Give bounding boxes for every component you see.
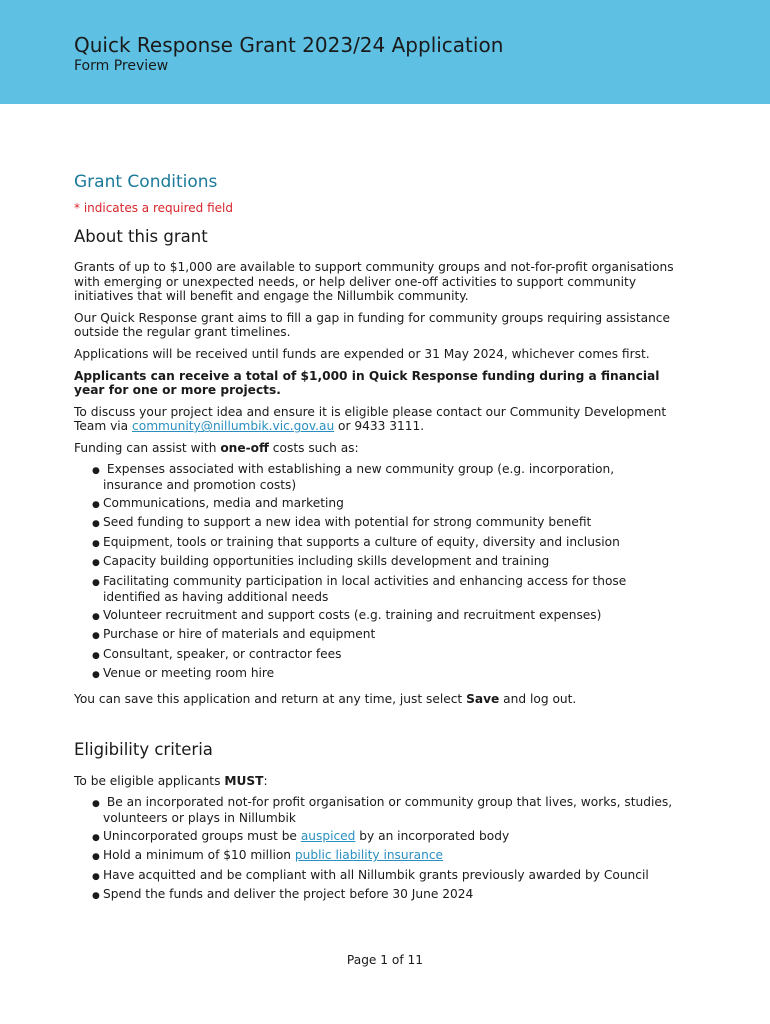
list-item [92, 462, 674, 493]
contact-text-suffix: or 9433 3111. [334, 419, 425, 434]
save-paragraph [74, 692, 674, 707]
public-liability-insurance-link[interactable]: public liability insurance [294, 848, 444, 863]
funding-intro-bold: one-off [220, 440, 269, 455]
list-item [92, 608, 674, 625]
list-item [92, 627, 674, 644]
list-item [92, 868, 674, 885]
list-item-text: Purchase or hire of materials and equipment [103, 627, 376, 642]
page-number: Page 1 of 11 [346, 953, 424, 967]
list-item-text: Communications, media and marketing [103, 495, 344, 510]
list-item [92, 535, 674, 552]
list-item [92, 848, 674, 865]
contact-paragraph [74, 405, 674, 434]
list-item-text: Volunteer recruitment and support costs (e.g. training and recruitment expenses) [103, 607, 602, 622]
required-field-note: * indicates a required field [74, 201, 233, 215]
eligibility-intro [74, 774, 674, 789]
auspiced-link[interactable]: auspiced [300, 828, 356, 843]
bullet-icon: ● [92, 852, 100, 863]
bullet-icon: ● [92, 891, 100, 902]
list-item-text: Expenses associated with establishing a new community group (e.g. incorporation, insurance and promotion costs) [103, 461, 615, 493]
list-item [92, 647, 674, 664]
eligibility-intro-prefix: To be eligible applicants [74, 774, 225, 789]
bullet-icon: ● [92, 832, 100, 843]
bullet-icon: ● [92, 499, 100, 510]
about-paragraph-2: Our Quick Response grant aims to fill a gap in funding for community groups requiring assistance outside the regular grant timelines. [74, 310, 671, 340]
save-text-suffix: and log out. [499, 691, 577, 706]
section-title: Grant Conditions [74, 172, 218, 192]
list-item-text: Capacity building opportunities including skills development and training [103, 554, 550, 569]
list-item-text: Seed funding to support a new idea with potential for strong community benefit [103, 515, 592, 530]
about-heading: About this grant [74, 227, 208, 246]
eligibility-intro-bold: MUST [224, 774, 264, 789]
bullet-icon: ● [92, 670, 100, 681]
main-content [74, 171, 674, 913]
list-item [92, 554, 674, 571]
bullet-icon: ● [92, 798, 100, 809]
list-item [92, 795, 674, 826]
eligibility-list [92, 795, 674, 904]
save-text-bold: Save [466, 691, 500, 706]
form-subtitle: Form Preview [74, 58, 169, 74]
eligibility-intro-suffix: : [263, 774, 268, 789]
funding-items-list [92, 462, 674, 683]
list-item-text: Consultant, speaker, or contractor fees [103, 646, 342, 661]
funding-intro-suffix: costs such as: [268, 440, 359, 455]
eligibility-heading: Eligibility criteria [74, 740, 213, 760]
email-link[interactable]: community@nillumbik.vic.gov.au [132, 419, 335, 434]
bullet-icon: ● [92, 631, 100, 642]
list-item-text: Venue or meeting room hire [103, 666, 275, 681]
about-paragraph-1: Grants of up to $1,000 are available to support community groups and not-for-profit organisations with emerging or unexpected needs, or help deliver one-off activities to support community initiatives that will benefit and engage the Nillumbik community. [74, 260, 674, 304]
list-item-text: Hold a minimum of $10 million [103, 848, 295, 863]
bullet-icon: ● [92, 538, 100, 549]
bullet-icon: ● [92, 650, 100, 661]
bullet-icon: ● [92, 871, 100, 882]
bullet-icon: ● [92, 611, 100, 622]
funding-intro-prefix: Funding can assist with [74, 440, 221, 455]
bullet-icon: ● [92, 558, 100, 569]
header-banner [0, 0, 770, 104]
bullet-icon: ● [92, 465, 100, 476]
list-item-text: by an incorporated body [355, 828, 510, 843]
list-item [92, 515, 674, 532]
list-item [92, 496, 674, 513]
bullet-icon: ● [92, 519, 100, 530]
list-item [92, 574, 674, 605]
contact-text-prefix: To discuss your project idea and ensure it is eligible please contact our Community Development Team via [74, 404, 667, 434]
bullet-icon: ● [92, 577, 100, 588]
list-item-text: Facilitating community participation in local activities and enhancing access for those identified as having additional needs [103, 573, 627, 605]
funding-limit-notice: Applicants can receive a total of $1,000 in Quick Response funding during a financial year for one or more projects. [74, 368, 660, 398]
funding-intro [74, 441, 674, 456]
list-item [92, 829, 674, 846]
list-item-text: Equipment, tools or training that supports a culture of equity, diversity and inclusion [103, 534, 620, 549]
about-paragraph-3: Applications will be received until funds are expended or 31 May 2024, whichever comes first. [74, 346, 650, 361]
form-title: Quick Response Grant 2023/24 Application [74, 33, 504, 57]
save-text-prefix: You can save this application and return at any time, just select [74, 691, 467, 706]
list-item [92, 887, 674, 904]
list-item-text: Unincorporated groups must be [103, 828, 301, 843]
list-item-text: Have acquitted and be compliant with all Nillumbik grants previously awarded by Council [103, 867, 649, 882]
list-item-text: Be an incorporated not-for profit organisation or community group that lives, works, studies, volunteers or plays in Nillumbik [103, 794, 673, 826]
list-item [92, 666, 674, 683]
list-item-text: Spend the funds and deliver the project before 30 June 2024 [103, 887, 474, 902]
